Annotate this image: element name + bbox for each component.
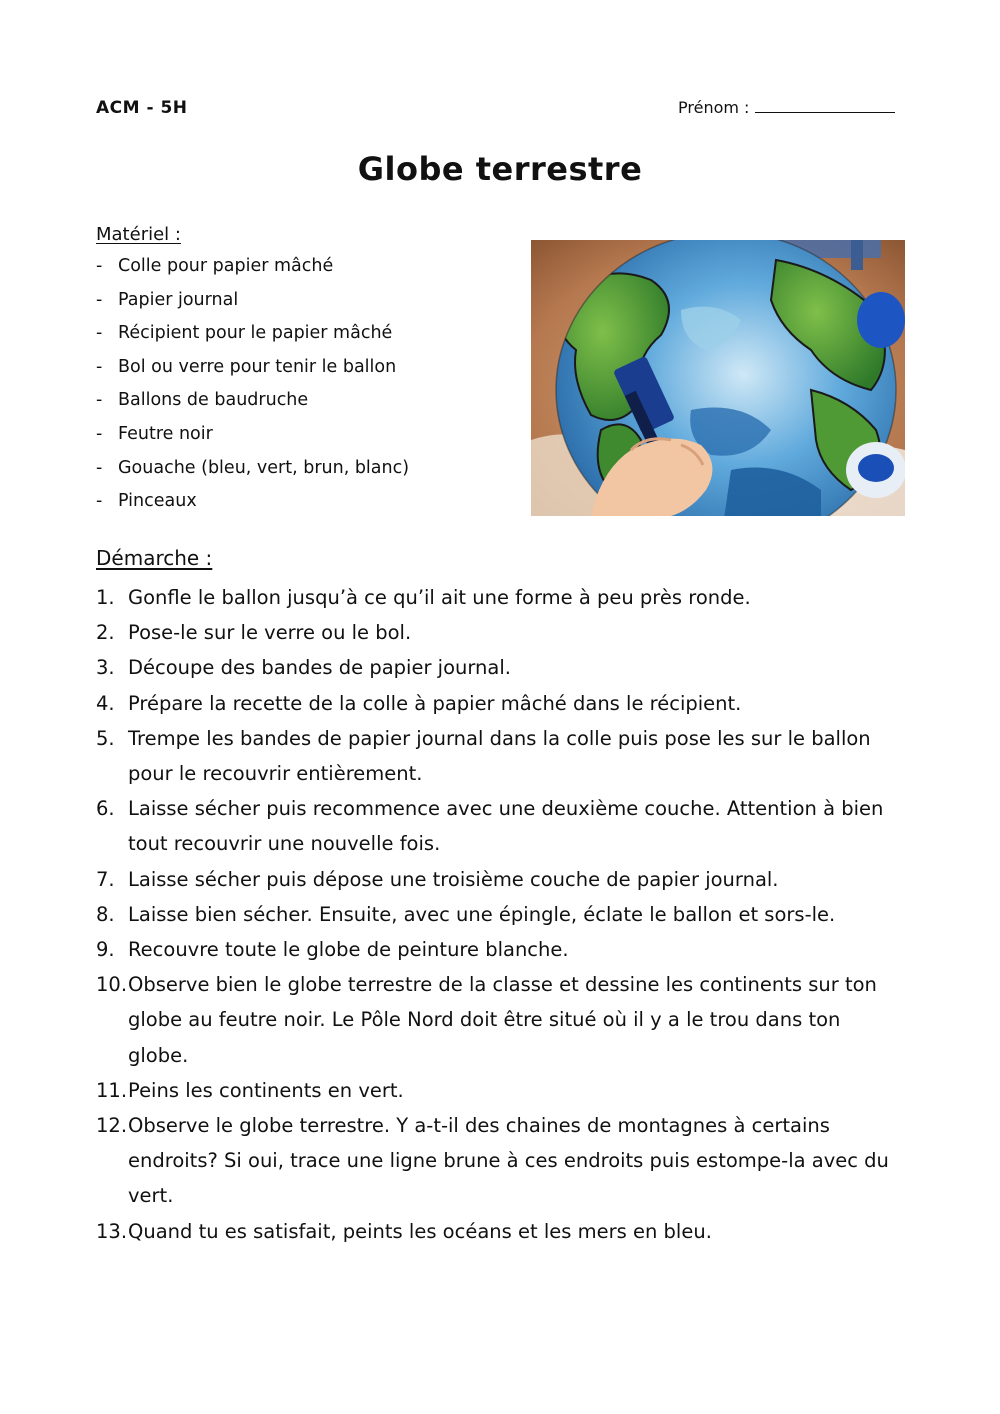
list-item: - Bol ou verre pour tenir le ballon [96, 356, 397, 377]
list-item: 5. Trempe les bandes de papier journal dans la colle puis pose les sur le ballon pour le recouvrir entièrement. [96, 726, 871, 786]
list-item: 2. Pose-le sur le verre ou le bol. [96, 621, 412, 645]
prenom-label: Prénom : [678, 98, 750, 117]
demarche-heading: Démarche : [96, 546, 213, 570]
list-item: 11. Peins les continents en vert. [96, 1078, 404, 1102]
list-item: 10. Observe bien le globe terrestre de la classe et dessine les continents sur ton globe au feutre noir. Le Pôle Nord doit être situé où il y a le trou dans ton globe. [96, 973, 877, 1067]
list-item: 3. Découpe des bandes de papier journal. [96, 656, 511, 680]
name-field [678, 98, 895, 117]
list-item: 9. Recouvre toute le globe de peinture blanche. [96, 938, 569, 962]
list-item: - Feutre noir [96, 423, 213, 444]
list-item: - Gouache (bleu, vert, brun, blanc) [96, 457, 410, 478]
list-item: 6. Laisse sécher puis recommence avec une deuxième couche. Attention à bien tout recouvrir une nouvelle fois. [96, 797, 884, 856]
list-item: - Colle pour papier mâché [96, 256, 334, 276]
list-item: - Pinceaux [96, 491, 197, 512]
class-label: ACM - 5H [96, 98, 188, 118]
list-item: 8. Laisse bien sécher. Ensuite, avec une épingle, éclate le ballon et sors-le. [96, 902, 836, 926]
list-item: - Ballons de baudruche [96, 390, 309, 411]
materiel-heading: Matériel : [96, 224, 181, 245]
list-item: - Récipient pour le papier mâché [96, 323, 393, 344]
page-title: Globe terrestre [357, 150, 643, 188]
list-item: 7. Laisse sécher puis dépose une troisième couche de papier journal. [96, 867, 779, 891]
list-item: 4. Prépare la recette de la colle à papier mâché dans le récipient. [96, 691, 742, 715]
list-item: 1. Gonfle le ballon jusqu’à ce qu’il ait une forme à peu près ronde. [96, 586, 751, 609]
materiel-list [96, 256, 409, 525]
list-item: 13. Quand tu es satisfait, peints les océans et les mers en bleu. [96, 1219, 712, 1243]
prenom-blank-line [755, 98, 895, 113]
list-item: 12. Observe le globe terrestre. Y a-t-il des chaines de montagnes à certains endroits? Si oui, trace une ligne brune à ces endroits puis estompe-la avec du vert. [96, 1114, 889, 1208]
demarche-steps [96, 580, 906, 1249]
globe-photo [531, 240, 905, 516]
list-item: - Papier journal [96, 289, 239, 310]
